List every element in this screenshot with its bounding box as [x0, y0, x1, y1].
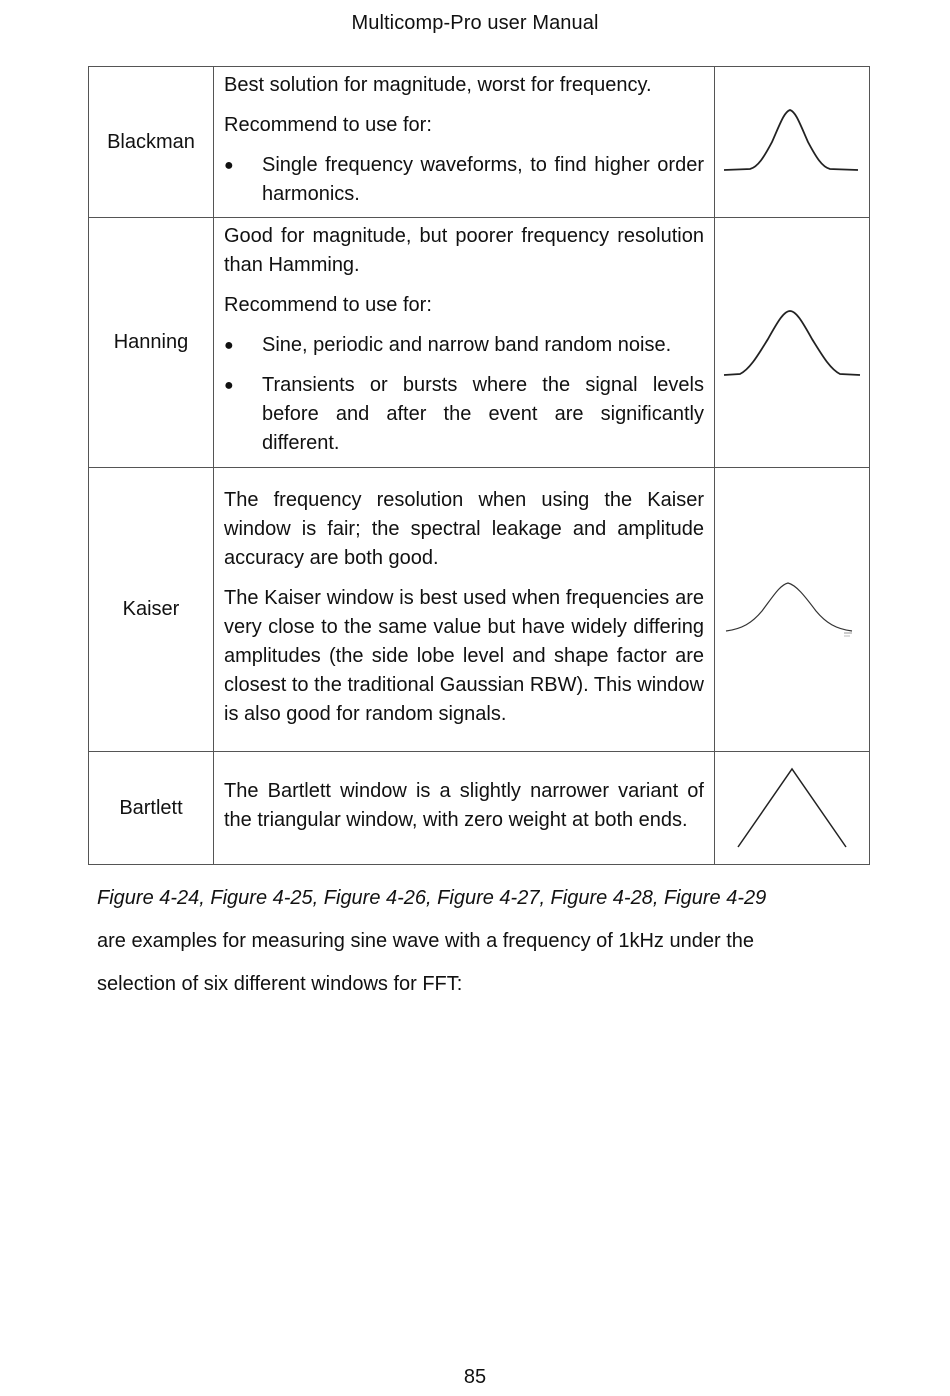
bullet-item [224, 151, 704, 209]
table-row-blackman [89, 67, 870, 218]
bullet-icon: ● [224, 337, 234, 354]
bullet-text: Transients or bursts where the signal levels before and after the event are significantly different. [262, 374, 704, 454]
figure-references-caption: Figure 4-24, Figure 4-25, Figure 4-26, Figure 4-27, Figure 4-28, Figure 4-29 [97, 887, 767, 909]
bullet-item [224, 331, 704, 360]
page-number: 85 [463, 1366, 487, 1388]
window-name-kaiser: Kaiser [89, 468, 214, 752]
description-paragraph: Best solution for magnitude, worst for frequency. [224, 73, 652, 96]
hanning-window-curve-icon [715, 218, 870, 468]
window-description-kaiser [214, 468, 715, 752]
kaiser-window-curve-icon [715, 468, 870, 752]
fft-window-table [88, 66, 870, 865]
description-paragraph: The Bartlett window is a slightly narrower variant of the triangular window, with zero weight at both ends. [224, 779, 704, 831]
description-paragraph: Recommend to use for: [224, 113, 432, 136]
page-header: Multicomp-Pro user Manual [351, 12, 599, 34]
description-paragraph: Recommend to use for: [224, 294, 432, 316]
window-description-blackman [214, 67, 715, 218]
description-paragraph: The Kaiser window is best used when frequencies are very close to the same value but have widely differing amplitudes (the side lobe level and shape factor are closest to the traditional Gaussian RBW). This window is also good for random signals. [224, 586, 704, 725]
window-description-hanning [214, 218, 715, 468]
blackman-window-curve-icon [715, 67, 870, 218]
body-text-line-2: selection of six different windows for FFT: [97, 973, 463, 995]
description-paragraph: The frequency resolution when using the Kaiser window is fair; the spectral leakage and amplitude accuracy are both good. [224, 488, 704, 569]
body-text-line-1: are examples for measuring sine wave with a frequency of 1kHz under the [97, 930, 755, 952]
table-row-kaiser [89, 468, 870, 752]
bullet-icon: ● [224, 377, 234, 394]
description-paragraph: Good for magnitude, but poorer frequency resolution than Hamming. [224, 225, 704, 276]
window-name-bartlett: Bartlett [89, 752, 214, 865]
bartlett-window-triangle-icon [715, 752, 870, 865]
bullet-text: Sine, periodic and narrow band random noise. [262, 334, 672, 356]
window-name-blackman: Blackman [89, 67, 214, 218]
bullet-item [224, 371, 704, 458]
bullet-icon: ● [224, 156, 234, 174]
window-name-hanning: Hanning [89, 218, 214, 468]
table-row-hanning [89, 218, 870, 468]
window-description-bartlett [214, 752, 715, 865]
table-row-bartlett [89, 752, 870, 865]
bullet-text: Single frequency waveforms, to find higher order harmonics. [262, 153, 704, 205]
